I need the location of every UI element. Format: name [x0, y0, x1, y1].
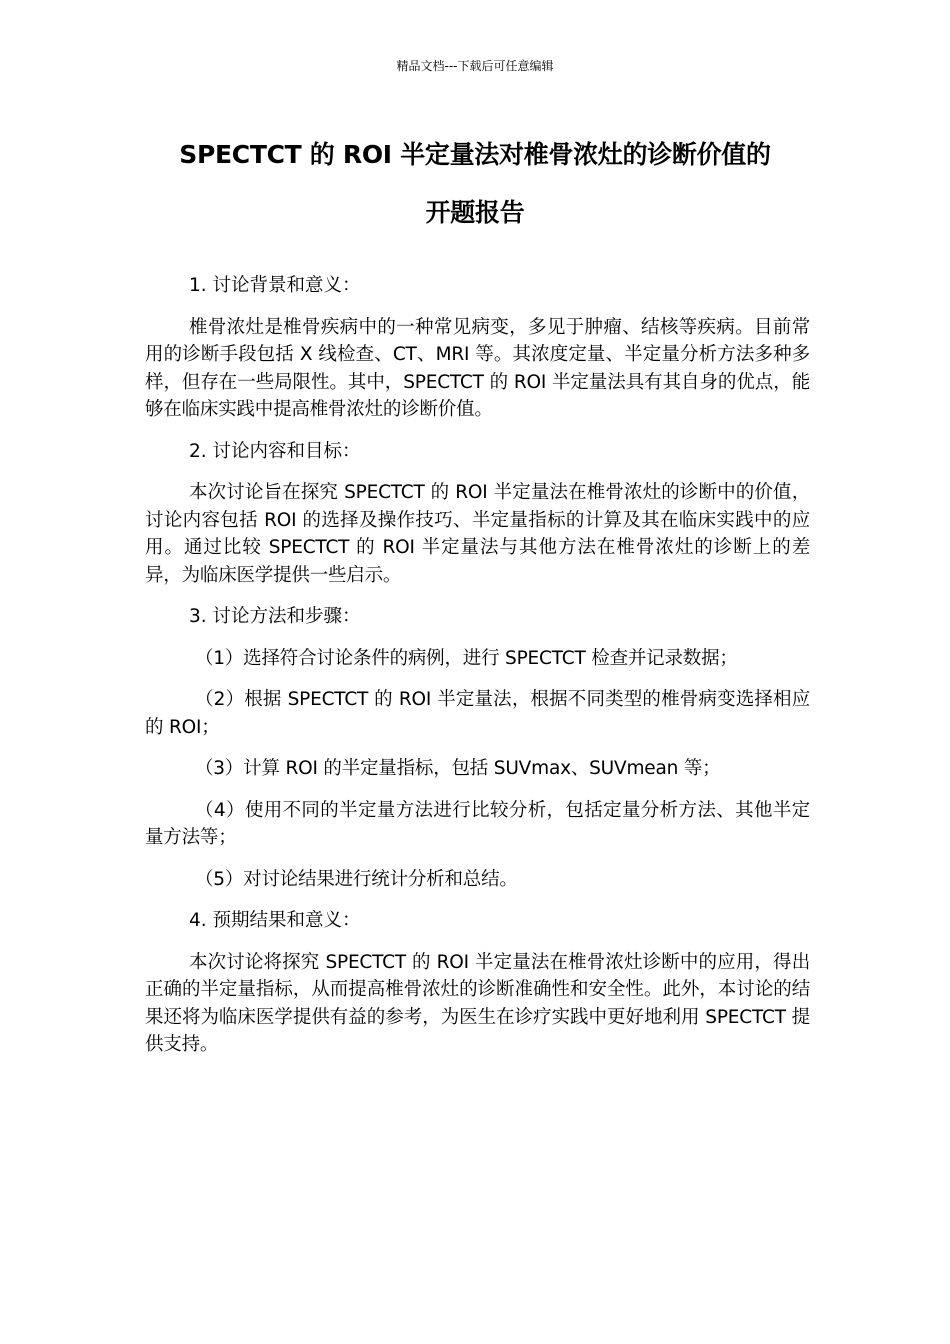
- document-title-line-2: 开题报告: [425, 198, 525, 227]
- header-note: 精品文档---下载后可任意编辑: [396, 59, 554, 73]
- section-heading-expected-results: 4. 预期结果和意义：: [189, 910, 361, 931]
- method-step-3: （3）计算 ROI 的半定量指标，包括 SUVmax、SUVmean 等；: [195, 758, 721, 779]
- section-paragraph-background: 椎骨浓灶是椎骨疾病中的一种常见病变，多见于肿瘤、结核等疾病。目前常用的诊断手段包括 X 线检查、CT、MRI 等。其浓度定量、半定量分析方法多种多样，但存在一些局限性。其中，SPECTCT 的 ROI 半定量法具有其自身的优点，能够在临床实践中提高椎骨浓灶的诊断价值。: [145, 316, 810, 420]
- document-title-line-1: SPECTCT 的 ROI 半定量法对椎骨浓灶的诊断价值的: [179, 140, 771, 169]
- section-paragraph-content: 本次讨论旨在探究 SPECTCT 的 ROI 半定量法在椎骨浓灶的诊断中的价值，讨论内容包括 ROI 的选择及操作技巧、半定量指标的计算及其在临床实践中的应用。通过比较 SPECTCT 的 ROI 半定量法与其他方法在椎骨浓灶的诊断上的差异，为临床医学提供一些启示。: [145, 482, 810, 586]
- method-step-4: （4）使用不同的半定量方法进行比较分析，包括定量分析方法、其他半定量方法等；: [145, 799, 810, 848]
- section-heading-content: 2. 讨论内容和目标：: [189, 440, 361, 462]
- section-heading-background: 1. 讨论背景和意义：: [189, 275, 361, 296]
- method-step-2: （2）根据 SPECTCT 的 ROI 半定量法，根据不同类型的椎骨病变选择相应的 ROI；: [145, 689, 810, 738]
- document-body: [145, 272, 810, 1073]
- method-step-5: （5）对讨论结果进行统计分析和总结。: [195, 868, 518, 890]
- section-heading-methods: 3. 讨论方法和步骤：: [189, 606, 361, 627]
- method-step-1: （1）选择符合讨论条件的病例，进行 SPECTCT 检查并记录数据；: [195, 647, 738, 669]
- section-paragraph-expected-results: 本次讨论将探究 SPECTCT 的 ROI 半定量法在椎骨浓灶诊断中的应用，得出正确的半定量指标，从而提高椎骨浓灶的诊断准确性和安全性。此外，本讨论的结果还将为临床医学提供有益的参考，为医生在诊疗实践中更好地利用 SPECTCT 提供支持。: [145, 951, 810, 1055]
